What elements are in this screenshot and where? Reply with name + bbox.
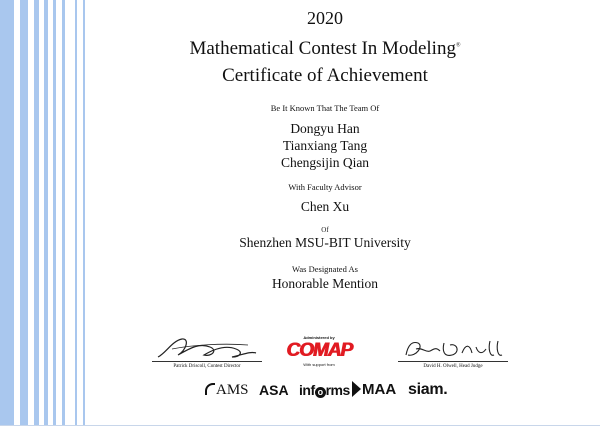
designated-label: Was Designated As <box>292 264 358 274</box>
contest-name-text: Mathematical Contest In Modeling <box>189 38 456 59</box>
faculty-advisor: Chen Xu <box>300 199 350 214</box>
comap-logo: COMAP <box>286 340 352 361</box>
award-title: Honorable Mention <box>271 276 379 291</box>
informs-o-mark: o <box>315 387 326 398</box>
maa-logo-text: MAA <box>362 381 397 398</box>
maa-logo <box>352 380 396 400</box>
maa-triangle-icon <box>352 381 361 397</box>
head-judge-signature-block <box>398 333 508 369</box>
administrator-block <box>286 335 352 367</box>
ams-logo-text: AMS <box>216 382 249 398</box>
border-stripe <box>20 0 28 425</box>
ams-logo <box>205 380 249 400</box>
ams-arc-icon <box>205 383 215 395</box>
university-name: Shenzhen MSU-BIT University <box>239 235 411 250</box>
team-member: Dongyu Han <box>290 121 360 136</box>
advisor-label: With Faculty Advisor <box>288 182 362 192</box>
administered-by-label: Administered by <box>303 335 335 340</box>
of-label: Of <box>321 226 329 234</box>
support-label: With support from <box>303 362 335 367</box>
informs-text-start: inf <box>299 382 315 398</box>
border-stripe <box>44 0 48 425</box>
registered-mark: ® <box>455 42 461 49</box>
border-stripe <box>34 0 39 425</box>
signature-line <box>398 361 508 362</box>
team-member: Tianxiang Tang <box>282 138 368 153</box>
informs-logo <box>299 380 350 400</box>
team-member: Chengsijin Qian <box>280 155 370 170</box>
border-stripe <box>0 0 14 425</box>
certificate-year: 2020 <box>307 8 343 28</box>
be-it-known-label: Be It Known That The Team Of <box>270 103 380 113</box>
border-stripe <box>75 0 77 425</box>
border-stripe <box>62 0 65 425</box>
director-signature-block <box>152 333 262 369</box>
sponsor-logos <box>0 380 600 400</box>
border-stripe <box>83 0 85 425</box>
siam-logo: siam. <box>408 381 448 398</box>
director-caption: Patrick Driscoll, Contest Director <box>173 364 241 369</box>
head-judge-signature <box>398 333 508 361</box>
contest-name <box>95 38 555 60</box>
head-judge-caption: David H. Olwell, Head Judge <box>423 364 483 369</box>
signature-line <box>152 361 262 362</box>
border-stripe <box>53 0 56 425</box>
director-signature <box>152 333 262 361</box>
asa-logo: ASA <box>259 382 289 398</box>
certificate-title: Certificate of Achievement <box>222 65 428 86</box>
informs-text-end: rms <box>325 382 350 398</box>
bottom-rule <box>0 425 600 426</box>
